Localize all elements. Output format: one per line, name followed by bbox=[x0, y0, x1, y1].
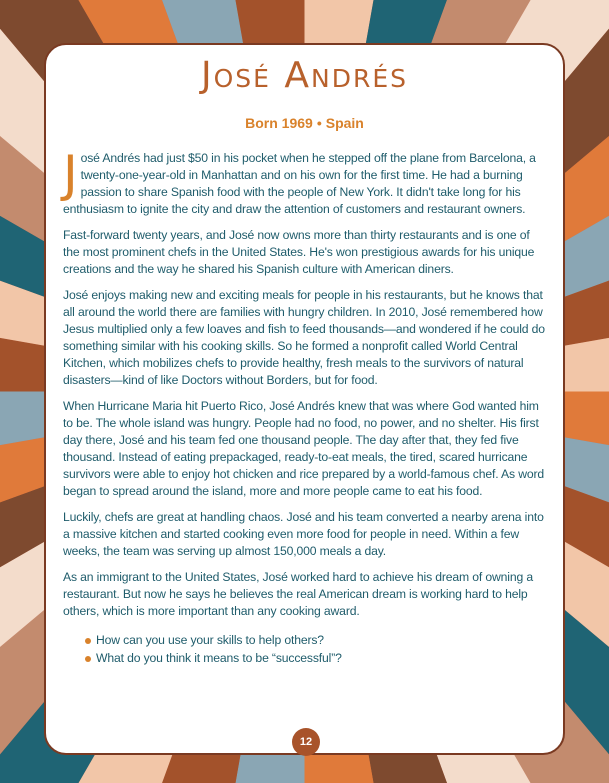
paragraph-intro-text: osé Andrés had just $50 in his pocket when he stepped off the plane from Barcelona, a twenty-one-year-old in Manhattan and on his own for the first time. He had a burning passion to share Spanish food with the people of New York. It didn't take long for his enthusiasm to ignite the city and draw the attention of customers and restaurant owners. bbox=[63, 151, 536, 216]
reflection-questions bbox=[85, 632, 547, 667]
page-number-badge: 12 bbox=[292, 728, 320, 756]
birth-country: Spain bbox=[325, 115, 364, 131]
question-item: How can you use your skills to help others? bbox=[85, 632, 547, 649]
paragraph: Fast-forward twenty years, and José now owns more than thirty restaurants and is one of the most prominent chefs in the United States. He's won prestigious awards for his unique creations and the way he shared his Spanish culture with American diners. bbox=[63, 228, 535, 276]
paragraph: As an immigrant to the United States, José worked hard to achieve his dream of owning a restaurant. But now he says he believes the real American dream is working hard to help others, which is more important than any cooking award. bbox=[63, 570, 533, 618]
paragraph: Luckily, chefs are great at handling chaos. José and his team converted a nearby arena into a massive kitchen and started cooking even more food for people in need. Within a few weeks, the team was serving up almost 150,000 meals a day. bbox=[63, 510, 544, 558]
birth-year: Born 1969 bbox=[245, 115, 313, 131]
bullet-separator: • bbox=[316, 115, 322, 131]
paragraph: José enjoys making new and exciting meals for people in his restaurants, but he knows that all around the world there are families with hungry children. In 2010, José remembered how Jesus multiplied only a few loaves and fish to feed thousands—and wondered if he could do something similar with his cooking skills. So he formed a nonprofit called World Central Kitchen, which mobilizes chefs to provide healthy, fresh meals to the survivors of natural disasters—kind of like Doctors without Borders, but for food. bbox=[63, 288, 545, 387]
paragraph: When Hurricane Maria hit Puerto Rico, José Andrés knew that was where God wanted him to be. The whole island was hungry. People had no food, no power, and no shelter. His first day there, José and his team fed one thousand people. The day after that, they fed five thousand. Instead of eating prepackaged, ready-to-eat meals, the tired, scared hurricane survivors were able to enjoy hot chicken and rice prepared by a world-famous chef. As word began to spread around the island, more and more people came to eat his food. bbox=[63, 399, 545, 498]
paragraph-intro bbox=[63, 145, 547, 218]
article-body bbox=[63, 145, 547, 668]
page-title: José Andrés bbox=[200, 55, 409, 96]
drop-cap: J bbox=[63, 145, 78, 203]
content-card bbox=[44, 43, 565, 755]
question-item: What do you think it means to be “successful”? bbox=[85, 650, 547, 667]
subtitle bbox=[46, 115, 563, 131]
